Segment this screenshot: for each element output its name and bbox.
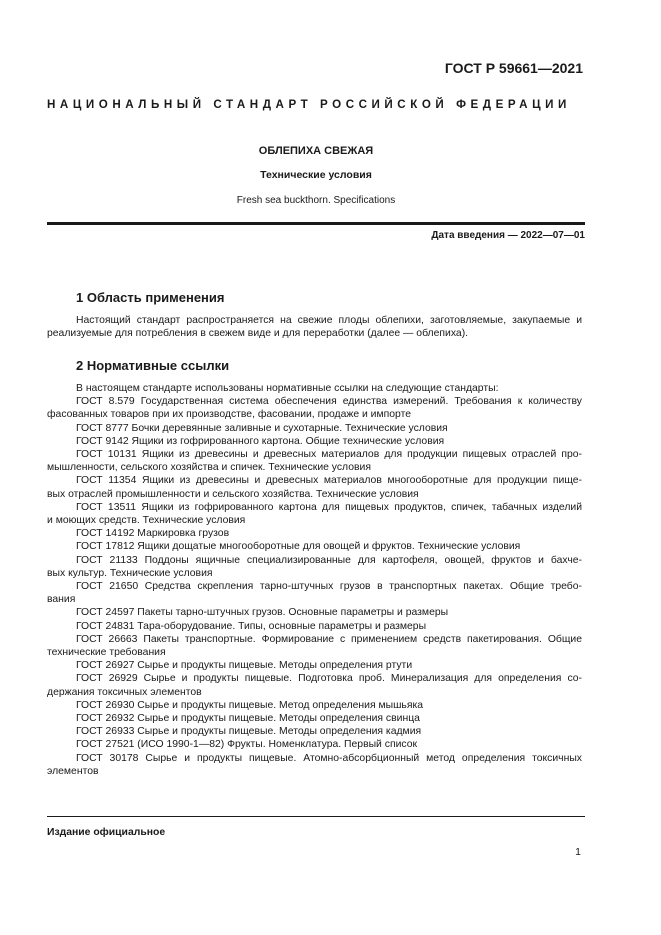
- reference-line: ГОСТ 26930 Сырье и продукты пищевые. Метод определения мышьяка: [76, 699, 424, 711]
- paragraph-line: Настоящий стандарт распространяется на свежие плоды облепихи, заготовляемые, закупаемые и: [76, 315, 582, 326]
- reference-line: ГОСТ 24831 Тара-оборудование. Типы, основные параметры и размеры: [76, 620, 427, 632]
- reference-line: ГОСТ 8.579 Государственная система обеспечения единства измерений. Требования к количеству: [76, 396, 582, 408]
- document-title-english: Fresh sea buckthorn. Specifications: [236, 195, 396, 206]
- introduction-date: Дата введения — 2022—07—01: [431, 230, 585, 241]
- reference-line: ГОСТ 21650 Средства скрепления тарно-штучных грузов в транспортных пакетах. Общие требо-: [76, 581, 582, 593]
- reference-line: ГОСТ 14192 Маркировка грузов: [76, 528, 230, 540]
- reference-line: вых отраслей промышленности и сельского хозяйства. Технические условия: [47, 488, 419, 500]
- reference-line: ГОСТ 9142 Ящики из гофрированного картона. Общие технические условия: [76, 435, 445, 447]
- reference-line: ГОСТ 8777 Бочки деревянные заливные и сухотарные. Технические условия: [76, 422, 448, 434]
- reference-line: фасованных товаров при их производстве, фасовании, продаже и импорте: [47, 409, 412, 421]
- section-2-heading: 2 Нормативные ссылки: [76, 358, 230, 373]
- reference-line: технические требования: [47, 647, 166, 659]
- section-1-heading: 1 Область применения: [76, 290, 225, 305]
- reference-line: ГОСТ 11354 Ящики из древесины и древесных материалов многооборотные для продукции пище-: [76, 475, 582, 487]
- paragraph-line: реализуемые для потребления в свежем виде и для переработки (далее — облепиха).: [47, 328, 469, 340]
- reference-line: ГОСТ 26933 Сырье и продукты пищевые. Методы определения кадмия: [76, 726, 422, 738]
- reference-line: ГОСТ 17812 Ящики дощатые многооборотные для овощей и фруктов. Технические условия: [76, 541, 521, 553]
- reference-line: В настоящем стандарте использованы нормативные ссылки на следующие стандарты:: [76, 383, 499, 394]
- reference-line: вания: [47, 594, 76, 606]
- reference-line: ГОСТ 26932 Сырье и продукты пищевые. Методы определения свинца: [76, 713, 420, 725]
- reference-line: ГОСТ 26663 Пакеты транспортные. Формирование с применением средств пакетирования. Общие: [76, 633, 582, 645]
- reference-line: держания токсичных элементов: [47, 686, 202, 698]
- reference-line: и моющих средств. Технические условия: [47, 515, 246, 527]
- reference-line: ГОСТ 21133 Поддоны ящичные специализированные для картофеля, овощей, фруктов и бахче-: [76, 554, 582, 566]
- reference-line: вых культур. Технические условия: [47, 567, 213, 579]
- national-standard-title: НАЦИОНАЛЬНЫЙ СТАНДАРТ РОССИЙСКОЙ ФЕДЕРАЦИИ: [47, 98, 571, 111]
- normative-references-list: [47, 382, 582, 778]
- header-divider: [47, 222, 585, 225]
- reference-line: ГОСТ 30178 Сырье и продукты пищевые. Атомно-абсорбционный метод определения токсичных: [76, 752, 582, 764]
- reference-line: ГОСТ 13511 Ящики из гофрированного картона для пищевых продуктов, спичек, табачных изделий: [76, 501, 582, 513]
- reference-line: мышленности, сельского хозяйства и спичек. Технические условия: [47, 462, 371, 474]
- reference-line: элементов: [47, 765, 99, 777]
- official-edition-label: Издание официальное: [47, 827, 166, 838]
- document-title: ОБЛЕПИХА СВЕЖАЯ: [258, 145, 374, 157]
- document-subtitle: Технические условия: [260, 169, 372, 181]
- section-1-body: [47, 314, 582, 340]
- document-number: ГОСТ Р 59661—2021: [444, 60, 583, 76]
- reference-line: ГОСТ 10131 Ящики из древесины и древесных материалов для продукции пищевых отраслей про-: [76, 449, 582, 461]
- reference-line: ГОСТ 24597 Пакеты тарно-штучных грузов. Основные параметры и размеры: [76, 607, 449, 619]
- reference-line: ГОСТ 27521 (ИСО 1990-1—82) Фрукты. Номенклатура. Первый список: [76, 739, 418, 751]
- page-number: 1: [575, 846, 581, 858]
- reference-line: ГОСТ 26927 Сырье и продукты пищевые. Методы определения ртути: [76, 660, 413, 672]
- footer-divider: [47, 816, 585, 817]
- reference-line: ГОСТ 26929 Сырье и продукты пищевые. Подготовка проб. Минерализация для определения со-: [76, 673, 582, 685]
